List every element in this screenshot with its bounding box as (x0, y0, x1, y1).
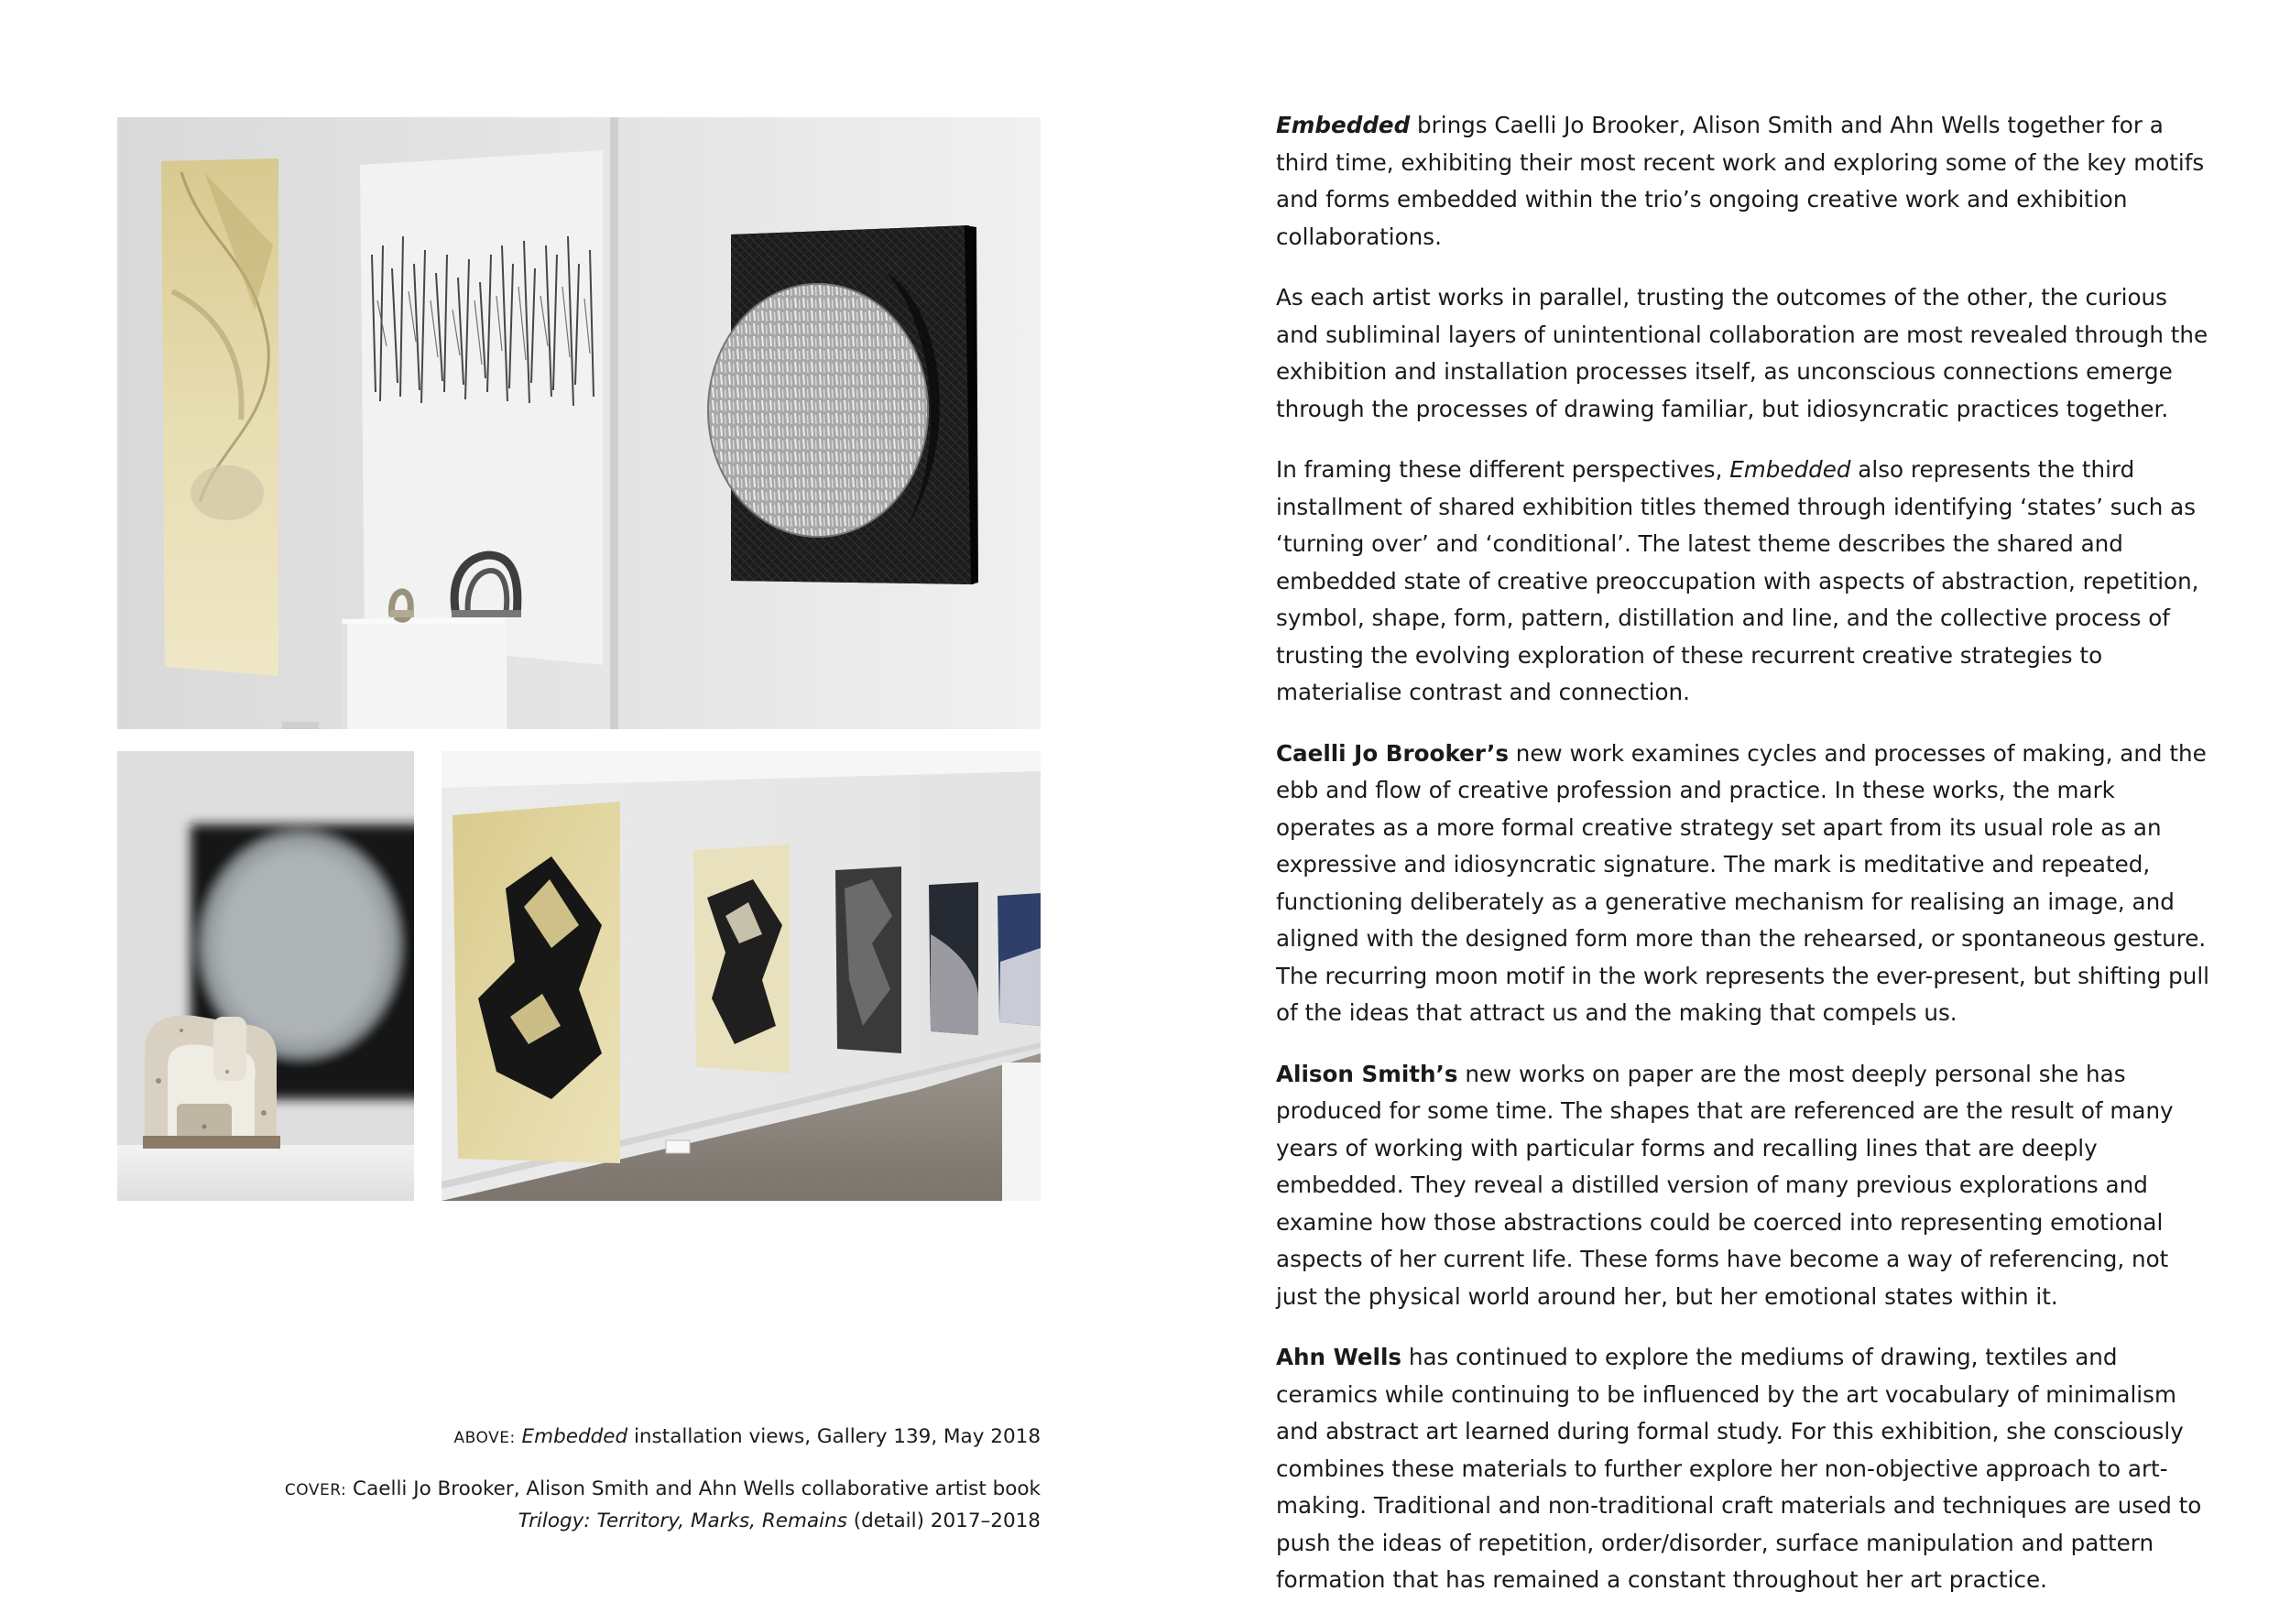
caption-cover-date: (detail) 2017–2018 (846, 1510, 1041, 1532)
paragraph-brooker-text: new work examines cycles and processes of making, and the ebb and flow of creative profession and practice. In these works, the mark operates as a more formal creative strategy set apart from its usual role as an expressive and idiosyncratic signature. The mark is meditative and repeated, functioning deliberately as a generative mechanism for realising an image, and aligned with the designed form more than the rehearsed, or spontaneous gesture. The recurring moon motif in the work represents the ever-present, but shifting pull of the ideas that attract us and the making that compels us. (1276, 739, 2209, 1026)
paragraph-brooker (1276, 736, 2210, 1032)
paragraph-framing-text-a: In framing these different perspectives, (1276, 456, 1730, 483)
gallery-wall-photo (442, 751, 1041, 1201)
caption-above-text: installation views, Gallery 139, May 2018 (627, 1425, 1041, 1448)
caption-cover-title: Trilogy: Territory, Marks, Remains (518, 1510, 847, 1532)
sculpture-closeup-photo (117, 751, 414, 1201)
paragraph-smith (1276, 1056, 2210, 1316)
installation-photo-wall (117, 117, 1041, 729)
paragraph-intro (1276, 107, 2210, 256)
caption-cover (117, 1474, 1041, 1537)
artist-name-brooker: Caelli Jo Brooker’s (1276, 739, 1509, 767)
artist-name-wells: Ahn Wells (1276, 1344, 1402, 1370)
paragraph-intro-text: brings Caelli Jo Brooker, Alison Smith and Ahn Wells together for a third time, exhibiting their most recent work and exploring some of the key motifs and forms embedded within the trio’s ongoing creative work and exhibition collaborations. (1276, 112, 2205, 250)
caption-above-title: Embedded (521, 1425, 628, 1448)
paragraph-smith-text: new works on paper are the most deeply personal she has produced for some time. The shapes that are referenced are the result of many years of working with particular forms and recalling lines that are deeply embedded. They reveal a distilled version of many previous explorations and examine how those abstractions could be coerced into representing emotional aspects of her current life. These forms have become a way of referencing, not just the physical world around her, but her emotional states within it. (1276, 1060, 2174, 1310)
paragraph-framing (1276, 452, 2210, 712)
paragraph-wells (1276, 1339, 2210, 1599)
caption-cover-text: Caelli Jo Brooker, Alison Smith and Ahn Wells collaborative artist book (346, 1477, 1041, 1500)
photo-captions (117, 1422, 1041, 1537)
caption-above (117, 1422, 1041, 1454)
paragraph-framing-title: Embedded (1729, 456, 1851, 483)
paragraph-framing-text-b: also represents the third installment of shared exhibition titles themed through identifying ‘states’ such as ‘turning over’ and ‘conditional’. The latest theme describes the shared and embedded state of creative preoccupation with aspects of abstraction, repetition, symbol, shape, form, pattern, distillation and line, and the collective process of trusting the evolving exploration of these recurrent creative strategies to materialise contrast and connection. (1276, 456, 2199, 705)
paragraph-wells-text: has continued to explore the mediums of drawing, textiles and ceramics while continuing to be influenced by the art vocabulary of minimalism and abstract art learned during formal study. For this exhibition, she consciously combines these materials to further explore her non-objective approach to art-making. Traditional and non-traditional craft materials and techniques are used to push the ideas of repetition, order/disorder, surface manipulation and pattern formation that has remained a constant throughout her art practice. (1276, 1344, 2202, 1593)
paragraph-collaboration-text: As each artist works in parallel, trusting the outcomes of the other, the curious and subliminal layers of unintentional collaboration are most revealed through the exhibition and installation processes itself, as unconscious connections emerge through the processes of drawing familiar, but idiosyncratic practices together. (1276, 284, 2208, 422)
caption-above-label: ABOVE: (453, 1429, 516, 1447)
essay-text (1276, 107, 2210, 1623)
artist-name-smith: Alison Smith’s (1276, 1060, 1458, 1087)
paragraph-collaboration (1276, 279, 2210, 428)
exhibition-title: Embedded (1276, 112, 1411, 138)
caption-cover-label: COVER: (284, 1481, 347, 1499)
